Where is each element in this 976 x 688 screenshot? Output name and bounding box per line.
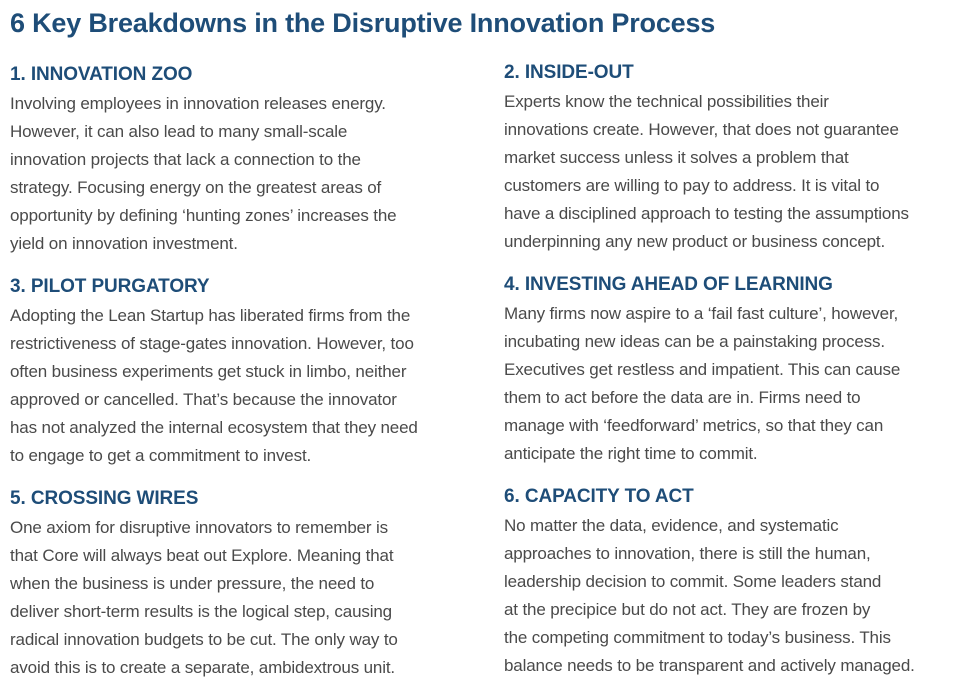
section-body [504,88,909,256]
body-line: have a disciplined approach to testing the assumptions [504,204,909,223]
body-line: underpinning any new product or business concept. [504,232,886,251]
body-line: approved or cancelled. That’s because the innovator [10,390,397,409]
body-line: customers are willing to pay to address. It is vital to [504,176,880,195]
body-line: anticipate the right time to commit. [504,444,758,463]
body-line: However, it can also lead to many small-scale [10,122,348,141]
body-line: deliver short-term results is the logical step, causing [10,602,392,621]
body-line: often business experiments get stuck in limbo, neither [10,362,407,381]
body-line: One axiom for disruptive innovators to remember is [10,518,388,537]
section-heading: 3. PILOT PURGATORY [10,276,210,297]
body-line: incubating new ideas can be a painstaking process. [504,332,885,351]
section-heading: 5. CROSSING WIRES [10,488,199,509]
section-body [504,300,900,468]
section-heading: 4. INVESTING AHEAD OF LEARNING [504,274,833,295]
body-line: the competing commitment to today’s business. This [504,628,891,647]
section-body [10,90,396,258]
body-line: Experts know the technical possibilities their [504,92,829,111]
body-line: to engage to get a commitment to invest. [10,446,312,465]
section-pilot-purgatory [10,274,418,470]
body-line: balance needs to be transparent and actively managed. [504,656,915,675]
section-innovation-zoo [10,62,396,258]
section-heading: 1. INNOVATION ZOO [10,64,193,85]
section-investing-ahead-of-learning [504,272,900,468]
body-line: market success unless it solves a problem that [504,148,849,167]
body-line: Executives get restless and impatient. This can cause [504,360,901,379]
page-title: 6 Key Breakdowns in the Disruptive Innovation Process [10,8,716,38]
body-line: radical innovation budgets to be cut. The only way to [10,630,398,649]
body-line: manage with ‘feedforward’ metrics, so that they can [504,416,884,435]
body-line: approaches to innovation, there is still the human, [504,544,871,563]
body-line: avoid this is to create a separate, ambidextrous unit. [10,658,396,677]
section-heading: 6. CAPACITY TO ACT [504,486,694,507]
section-inside-out [504,60,909,256]
body-line: innovations create. However, that does not guarantee [504,120,899,139]
body-line: Many firms now aspire to a ‘fail fast culture’, however, [504,304,899,323]
body-line: opportunity by defining ‘hunting zones’ increases the [10,206,397,225]
section-body [10,514,398,682]
body-line: innovation projects that lack a connection to the [10,150,361,169]
section-crossing-wires [10,486,398,682]
section-body [504,512,915,680]
section-capacity-to-act [504,484,915,680]
body-line: when the business is under pressure, the need to [10,574,375,593]
body-line: Adopting the Lean Startup has liberated firms from the [10,306,411,325]
body-line: No matter the data, evidence, and systematic [504,516,839,535]
body-line: them to act before the data are in. Firms need to [504,388,861,407]
body-line: leadership decision to commit. Some leaders stand [504,572,882,591]
body-line: has not analyzed the internal ecosystem that they need [10,418,418,437]
body-line: that Core will always beat out Explore. Meaning that [10,546,394,565]
body-line: strategy. Focusing energy on the greatest areas of [10,178,382,197]
body-line: yield on innovation investment. [10,234,238,253]
section-heading: 2. INSIDE-OUT [504,62,634,83]
body-line: restrictiveness of stage-gates innovation. However, too [10,334,414,353]
body-line: Involving employees in innovation releases energy. [10,94,386,113]
section-body [10,302,418,470]
body-line: at the precipice but do not act. They are frozen by [504,600,871,619]
